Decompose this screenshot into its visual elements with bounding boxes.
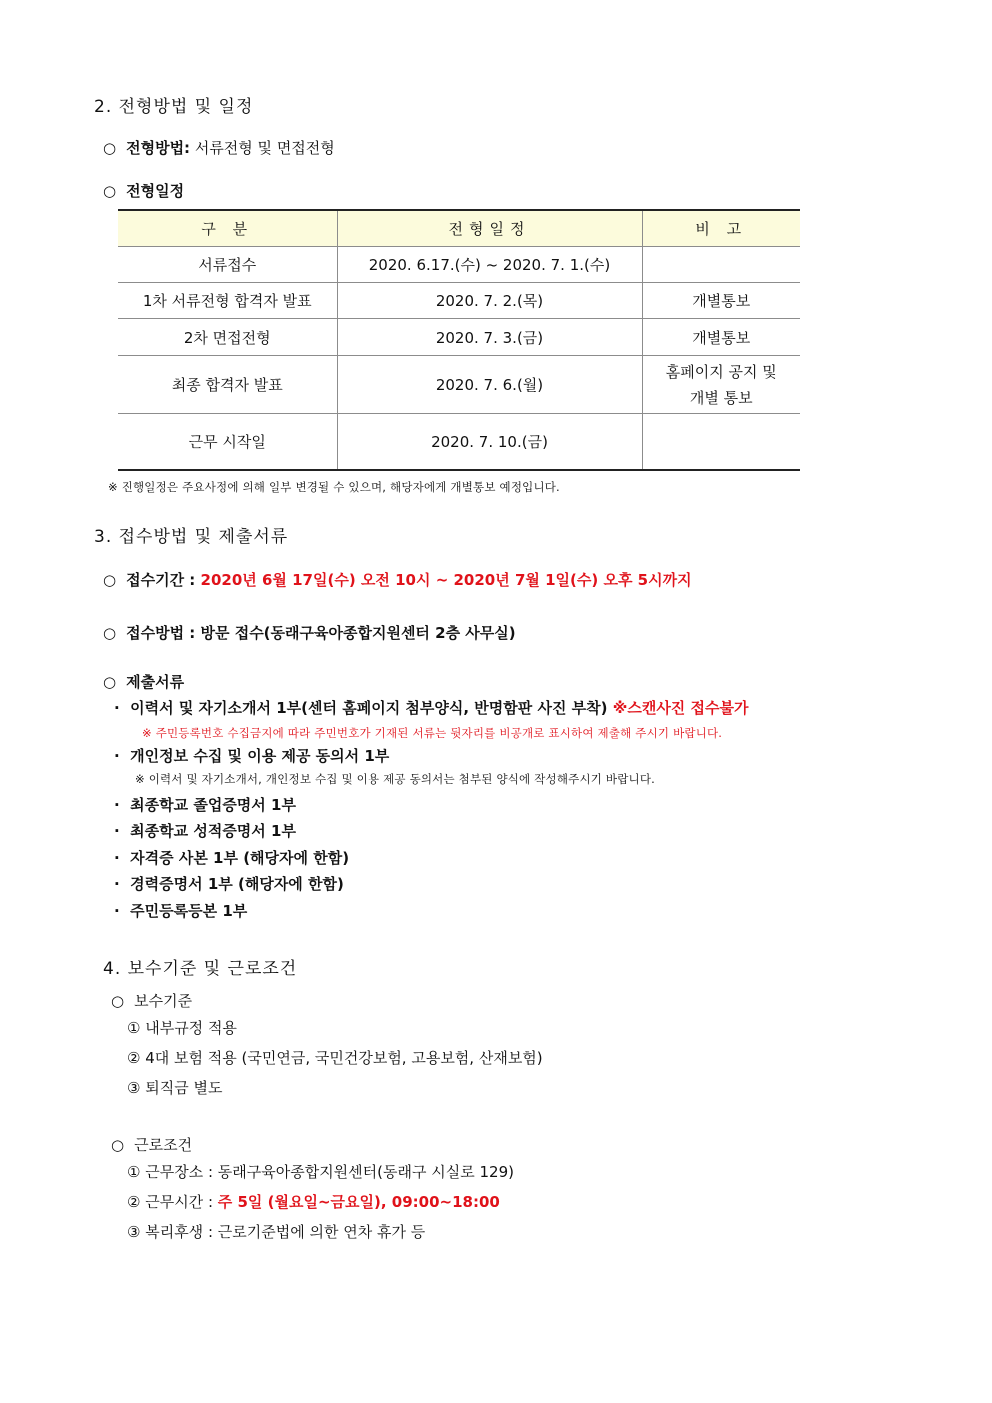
schedule-label: 전형일정 xyxy=(126,182,185,200)
work-line xyxy=(111,1134,192,1155)
circle-bullet-icon: ○ xyxy=(103,624,117,642)
row-date: 2020. 7. 10.(금) xyxy=(337,414,642,470)
circle-bullet-icon: ○ xyxy=(111,992,125,1010)
circle-bullet-icon: ○ xyxy=(103,673,117,691)
circle-bullet-icon: ○ xyxy=(103,139,117,157)
doc-note-1: ※ 주민등록번호 수집금지에 따라 주민번호가 기재된 서류는 뒷자리를 비공개로 표시하여 제출해 주시기 바랍니다. xyxy=(142,726,723,740)
period-line xyxy=(103,569,692,590)
section-4-heading: 4. 보수기준 및 근로조건 xyxy=(103,959,298,979)
row-date: 2020. 6.17.(수) ~ 2020. 7. 1.(수) xyxy=(337,247,642,283)
work-item-3: ③ 복리후생 : 근로기준법에 의한 연차 휴가 등 xyxy=(127,1223,426,1241)
pay-line xyxy=(111,990,192,1011)
table-row xyxy=(118,319,800,356)
row-category: 최종 합격자 발표 xyxy=(118,356,337,414)
schedule-line xyxy=(103,180,184,201)
doc-item-1 xyxy=(114,697,748,718)
period-label: 접수기간 : xyxy=(126,571,196,589)
schedule-note: ※ 진행일정은 주요사정에 의해 일부 변경될 수 있으며, 해당자에게 개별통보 예정입니다. xyxy=(108,480,560,494)
circle-bullet-icon: ○ xyxy=(103,182,117,200)
table-row xyxy=(118,283,800,319)
dot-bullet-icon: · xyxy=(114,902,120,920)
row-date: 2020. 7. 3.(금) xyxy=(337,319,642,356)
doc-text: 최종학교 성적증명서 1부 xyxy=(130,822,296,840)
docs-label: 제출서류 xyxy=(126,673,185,691)
dot-bullet-icon: · xyxy=(114,875,120,893)
dot-bullet-icon: · xyxy=(114,699,120,717)
schedule-table xyxy=(118,209,800,471)
row-date: 2020. 7. 2.(목) xyxy=(337,283,642,319)
how-text: 접수방법 : 방문 접수(동래구육아종합지원센터 2층 사무실) xyxy=(126,624,516,642)
work-hours-label: ② 근무시간 : xyxy=(127,1193,213,1211)
doc-text: 자격증 사본 1부 (해당자에 한함) xyxy=(130,849,350,867)
doc-text: 주민등록등본 1부 xyxy=(130,902,248,920)
remark-line-1: 홈페이지 공지 및 xyxy=(665,362,777,381)
row-remark: 개별통보 xyxy=(642,319,800,356)
table-header-row xyxy=(118,210,800,247)
header-remarks: 비 고 xyxy=(642,210,800,247)
table-row xyxy=(118,247,800,283)
dot-bullet-icon: · xyxy=(114,796,120,814)
doc-text: 이력서 및 자기소개서 1부(센터 홈페이지 첨부양식, 반명함판 사진 부착) xyxy=(130,699,608,717)
row-remark: 개별통보 xyxy=(642,283,800,319)
method-line xyxy=(103,137,335,158)
doc-item-2 xyxy=(114,745,389,766)
how-line xyxy=(103,622,516,643)
row-category: 1차 서류전형 합격자 발표 xyxy=(118,283,337,319)
remark-line-2: 개별 통보 xyxy=(689,388,753,407)
work-hours-value: 주 5일 (월요일~금요일), 09:00~18:00 xyxy=(217,1193,500,1211)
row-category: 서류접수 xyxy=(118,247,337,283)
doc-item-7 xyxy=(114,900,247,921)
dot-bullet-icon: · xyxy=(114,747,120,765)
work-item-1: ① 근무장소 : 동래구육아종합지원센터(동래구 시실로 129) xyxy=(127,1163,514,1181)
work-item-2 xyxy=(127,1191,500,1212)
pay-item-1: ① 내부규정 적용 xyxy=(127,1019,237,1037)
doc-item-5 xyxy=(114,847,349,868)
pay-item-2: ② 4대 보험 적용 (국민연금, 국민건강보험, 고용보험, 산재보험) xyxy=(127,1049,543,1067)
work-label: 근로조건 xyxy=(134,1136,193,1154)
method-label: 전형방법: xyxy=(126,139,191,157)
doc-item-6 xyxy=(114,873,344,894)
row-category: 2차 면접전형 xyxy=(118,319,337,356)
method-value: 서류전형 및 면접전형 xyxy=(190,139,335,157)
docs-line xyxy=(103,671,184,692)
row-date: 2020. 7. 6.(월) xyxy=(337,356,642,414)
circle-bullet-icon: ○ xyxy=(111,1136,125,1154)
period-value: 2020년 6월 17일(수) 오전 10시 ~ 2020년 7월 1일(수) 오후 5시까지 xyxy=(200,571,692,589)
dot-bullet-icon: · xyxy=(114,822,120,840)
row-remark xyxy=(642,414,800,470)
table-row xyxy=(118,356,800,414)
doc-warning: ※스캔사진 접수불가 xyxy=(612,699,749,717)
doc-text: 개인정보 수집 및 이용 제공 동의서 1부 xyxy=(130,747,390,765)
doc-text: 최종학교 졸업증명서 1부 xyxy=(130,796,296,814)
section-2-heading: 2. 전형방법 및 일정 xyxy=(94,97,254,117)
dot-bullet-icon: · xyxy=(114,849,120,867)
pay-label: 보수기준 xyxy=(134,992,193,1010)
header-schedule: 전형일정 xyxy=(337,210,642,247)
row-category: 근무 시작일 xyxy=(118,414,337,470)
table-row xyxy=(118,414,800,470)
doc-item-4 xyxy=(114,820,296,841)
header-category: 구 분 xyxy=(118,210,337,247)
doc-item-3 xyxy=(114,794,296,815)
pay-item-3: ③ 퇴직금 별도 xyxy=(127,1079,223,1097)
row-remark xyxy=(642,356,800,414)
doc-text: 경력증명서 1부 (해당자에 한함) xyxy=(130,875,344,893)
doc-note-2: ※ 이력서 및 자기소개서, 개인정보 수집 및 이용 제공 동의서는 첨부된 양식에 작성해주시기 바랍니다. xyxy=(135,772,656,786)
circle-bullet-icon: ○ xyxy=(103,571,117,589)
row-remark xyxy=(642,247,800,283)
section-3-heading: 3. 접수방법 및 제출서류 xyxy=(94,527,289,547)
